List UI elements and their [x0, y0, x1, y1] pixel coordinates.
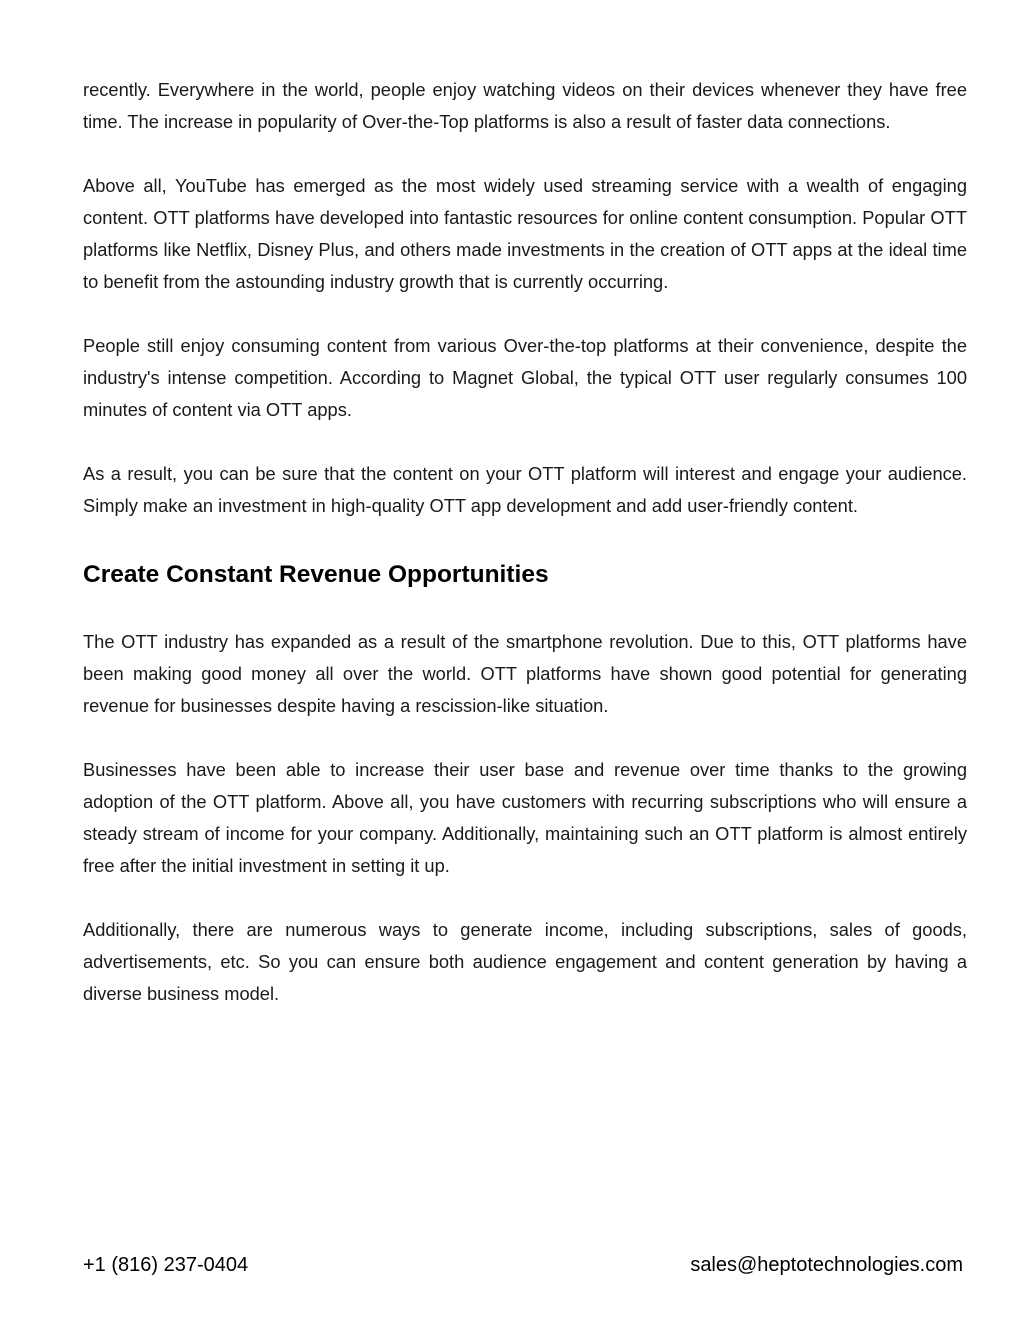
paragraph-competition: People still enjoy consuming content from various Over-the-top platforms at their convenience, despite the industry's intense competition. According to Magnet Global, the typical OTT user regularly consumes 100 minutes of content via OTT apps. [83, 335, 967, 420]
paragraph-youtube: Above all, YouTube has emerged as the most widely used streaming service with a wealth of engaging content. OTT platforms have developed into fantastic resources for online content consumption. Popular OTT platforms like Netflix, Disney Plus, and others made investments in the creation of OTT apps at the ideal time to benefit from the astounding industry growth that is currently occurring. [83, 175, 967, 292]
paragraph-smartphone-revolution: The OTT industry has expanded as a result of the smartphone revolution. Due to this, OTT platforms have been making good money all over the world. OTT platforms have shown good potential for generating revenue for businesses despite having a rescission-like situation. [83, 631, 967, 716]
section-heading: Create Constant Revenue Opportunities [83, 561, 549, 588]
paragraph-video-popularity: recently. Everywhere in the world, people enjoy watching videos on their devices whenever they have free time. The increase in popularity of Over-the-Top platforms is also a result of faster data connections. [83, 79, 967, 132]
footer-email: sales@heptotechnologies.com [690, 1254, 963, 1276]
footer-phone: +1 (816) 237-0404 [83, 1254, 249, 1276]
page-footer [83, 1251, 963, 1279]
paragraph-income-ways: Additionally, there are numerous ways to generate income, including subscriptions, sales of goods, advertisements, etc. So you can ensure both audience engagement and content generation by having a diverse business model. [83, 919, 967, 1004]
paragraph-user-base: Businesses have been able to increase their user base and revenue over time thanks to the growing adoption of the OTT platform. Above all, you have customers with recurring subscriptions who will ensure a steady stream of income for your company. Additionally, maintaining such an OTT platform is almost entirely free after the initial investment in setting it up. [83, 759, 967, 876]
document-body [83, 74, 967, 1010]
paragraph-engagement: As a result, you can be sure that the content on your OTT platform will interest and engage your audience. Simply make an investment in high-quality OTT app development and add user-friendly content. [83, 463, 967, 516]
